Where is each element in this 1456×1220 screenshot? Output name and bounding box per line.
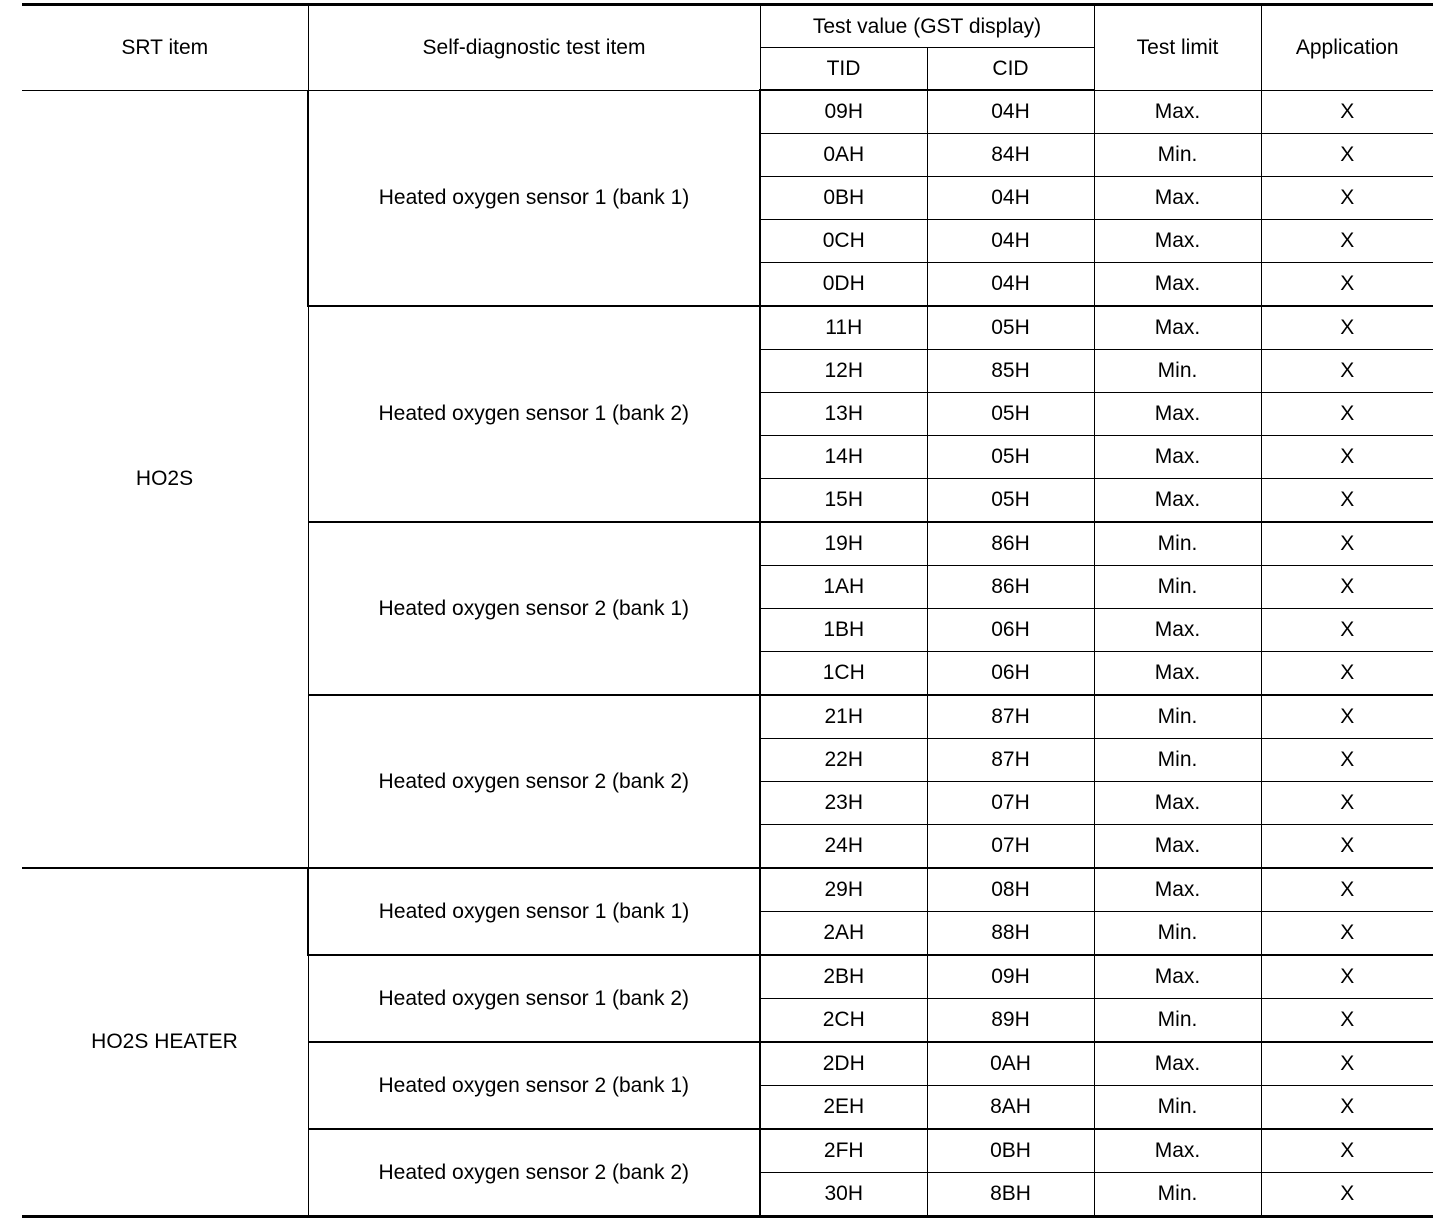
header-srt-item: SRT item (22, 5, 308, 91)
tid-cell: 23H (760, 782, 927, 825)
cid-cell: 87H (927, 739, 1094, 782)
test-limit-cell: Max. (1094, 1129, 1261, 1173)
cid-cell: 05H (927, 393, 1094, 436)
tid-cell: 0BH (760, 177, 927, 220)
cid-cell: 04H (927, 220, 1094, 263)
srt-item-cell: HO2S (22, 90, 308, 868)
cid-cell: 05H (927, 436, 1094, 479)
test-limit-cell: Min. (1094, 1173, 1261, 1217)
header-test-limit: Test limit (1094, 5, 1261, 91)
cid-cell: 06H (927, 609, 1094, 652)
table-header (22, 5, 1433, 91)
cid-cell: 88H (927, 912, 1094, 956)
test-limit-cell: Min. (1094, 912, 1261, 956)
application-cell: X (1261, 350, 1433, 393)
test-limit-cell: Max. (1094, 177, 1261, 220)
self-diagnostic-item-cell: Heated oxygen sensor 1 (bank 1) (308, 868, 760, 955)
self-diagnostic-item-cell: Heated oxygen sensor 2 (bank 1) (308, 522, 760, 695)
cid-cell: 07H (927, 782, 1094, 825)
test-limit-cell: Max. (1094, 825, 1261, 869)
application-cell: X (1261, 134, 1433, 177)
cid-cell: 07H (927, 825, 1094, 869)
tid-cell: 2CH (760, 999, 927, 1043)
application-cell: X (1261, 220, 1433, 263)
test-limit-cell: Max. (1094, 955, 1261, 999)
test-limit-cell: Max. (1094, 306, 1261, 350)
application-cell: X (1261, 782, 1433, 825)
tid-cell: 2EH (760, 1086, 927, 1130)
application-cell: X (1261, 522, 1433, 566)
cid-cell: 86H (927, 522, 1094, 566)
application-cell: X (1261, 177, 1433, 220)
application-cell: X (1261, 1042, 1433, 1086)
cid-cell: 04H (927, 90, 1094, 134)
self-diagnostic-item-cell: Heated oxygen sensor 2 (bank 2) (308, 1129, 760, 1217)
application-cell: X (1261, 1173, 1433, 1217)
srt-test-table (22, 3, 1433, 1218)
srt-item-cell: HO2S HEATER (22, 868, 308, 1217)
table-row (22, 90, 1433, 134)
test-limit-cell: Min. (1094, 1086, 1261, 1130)
tid-cell: 15H (760, 479, 927, 523)
tid-cell: 09H (760, 90, 927, 134)
tid-cell: 2AH (760, 912, 927, 956)
test-limit-cell: Max. (1094, 393, 1261, 436)
application-cell: X (1261, 825, 1433, 869)
tid-cell: 24H (760, 825, 927, 869)
test-limit-cell: Max. (1094, 263, 1261, 307)
tid-cell: 21H (760, 695, 927, 739)
cid-cell: 8BH (927, 1173, 1094, 1217)
tid-cell: 13H (760, 393, 927, 436)
application-cell: X (1261, 868, 1433, 912)
cid-cell: 8AH (927, 1086, 1094, 1130)
test-limit-cell: Min. (1094, 134, 1261, 177)
cid-cell: 86H (927, 566, 1094, 609)
table-body (22, 90, 1433, 1217)
cid-cell: 89H (927, 999, 1094, 1043)
application-cell: X (1261, 1129, 1433, 1173)
test-limit-cell: Min. (1094, 350, 1261, 393)
tid-cell: 1AH (760, 566, 927, 609)
application-cell: X (1261, 306, 1433, 350)
application-cell: X (1261, 566, 1433, 609)
header-tid: TID (760, 48, 927, 91)
cid-cell: 84H (927, 134, 1094, 177)
tid-cell: 0AH (760, 134, 927, 177)
tid-cell: 2BH (760, 955, 927, 999)
header-test-value: Test value (GST display) (760, 5, 1094, 48)
test-limit-cell: Min. (1094, 739, 1261, 782)
cid-cell: 0AH (927, 1042, 1094, 1086)
self-diagnostic-item-cell: Heated oxygen sensor 1 (bank 2) (308, 306, 760, 522)
cid-cell: 04H (927, 177, 1094, 220)
tid-cell: 22H (760, 739, 927, 782)
tid-cell: 19H (760, 522, 927, 566)
tid-cell: 29H (760, 868, 927, 912)
application-cell: X (1261, 955, 1433, 999)
header-application: Application (1261, 5, 1433, 91)
header-self-diagnostic-test-item: Self-diagnostic test item (308, 5, 760, 91)
test-limit-cell: Max. (1094, 220, 1261, 263)
self-diagnostic-item-cell: Heated oxygen sensor 2 (bank 2) (308, 695, 760, 868)
application-cell: X (1261, 393, 1433, 436)
cid-cell: 09H (927, 955, 1094, 999)
cid-cell: 05H (927, 306, 1094, 350)
cid-cell: 87H (927, 695, 1094, 739)
cid-cell: 06H (927, 652, 1094, 696)
test-limit-cell: Min. (1094, 566, 1261, 609)
tid-cell: 0DH (760, 263, 927, 307)
test-limit-cell: Min. (1094, 695, 1261, 739)
test-limit-cell: Max. (1094, 1042, 1261, 1086)
test-limit-cell: Min. (1094, 999, 1261, 1043)
test-limit-cell: Min. (1094, 522, 1261, 566)
tid-cell: 30H (760, 1173, 927, 1217)
application-cell: X (1261, 739, 1433, 782)
tid-cell: 14H (760, 436, 927, 479)
application-cell: X (1261, 912, 1433, 956)
cid-cell: 0BH (927, 1129, 1094, 1173)
table-row (22, 868, 1433, 912)
application-cell: X (1261, 609, 1433, 652)
application-cell: X (1261, 263, 1433, 307)
application-cell: X (1261, 652, 1433, 696)
tid-cell: 2FH (760, 1129, 927, 1173)
tid-cell: 1BH (760, 609, 927, 652)
test-limit-cell: Max. (1094, 609, 1261, 652)
application-cell: X (1261, 436, 1433, 479)
cid-cell: 04H (927, 263, 1094, 307)
self-diagnostic-item-cell: Heated oxygen sensor 2 (bank 1) (308, 1042, 760, 1129)
test-limit-cell: Max. (1094, 868, 1261, 912)
cid-cell: 08H (927, 868, 1094, 912)
header-cid: CID (927, 48, 1094, 91)
application-cell: X (1261, 999, 1433, 1043)
self-diagnostic-item-cell: Heated oxygen sensor 1 (bank 2) (308, 955, 760, 1042)
tid-cell: 1CH (760, 652, 927, 696)
application-cell: X (1261, 479, 1433, 523)
test-limit-cell: Max. (1094, 652, 1261, 696)
test-limit-cell: Max. (1094, 90, 1261, 134)
self-diagnostic-item-cell: Heated oxygen sensor 1 (bank 1) (308, 90, 760, 306)
test-limit-cell: Max. (1094, 782, 1261, 825)
tid-cell: 12H (760, 350, 927, 393)
application-cell: X (1261, 1086, 1433, 1130)
tid-cell: 2DH (760, 1042, 927, 1086)
test-limit-cell: Max. (1094, 436, 1261, 479)
cid-cell: 85H (927, 350, 1094, 393)
tid-cell: 11H (760, 306, 927, 350)
tid-cell: 0CH (760, 220, 927, 263)
cid-cell: 05H (927, 479, 1094, 523)
application-cell: X (1261, 90, 1433, 134)
test-limit-cell: Max. (1094, 479, 1261, 523)
application-cell: X (1261, 695, 1433, 739)
